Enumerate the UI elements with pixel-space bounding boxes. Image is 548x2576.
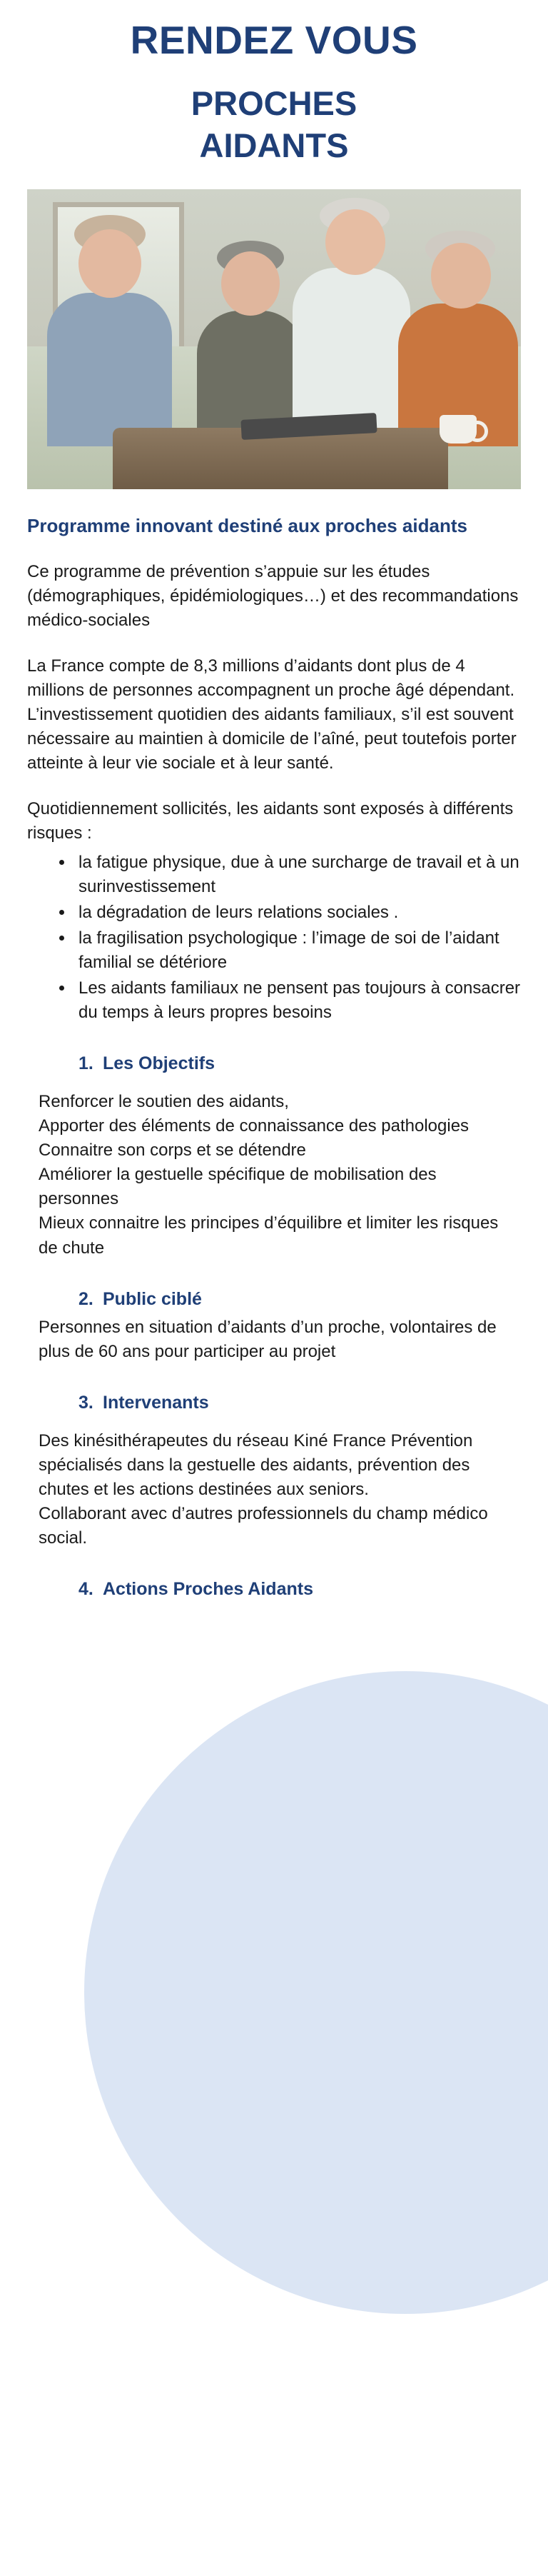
- section-body-public-cible: [27, 1315, 521, 1364]
- section-title: Actions Proches Aidants: [103, 1579, 313, 1600]
- text-line: Collaborant avec d’autres professionnels du champ médico social.: [39, 1503, 488, 1548]
- list-item: • la fatigue physique, due à une surcharge de travail et à un surinvestissement: [74, 851, 521, 899]
- section-number: 3.: [78, 1392, 93, 1413]
- paragraph-statistics: La France compte de 8,3 millions d’aidants dont plus de 4 millions de personnes accompagnent un proche âgé dépendant. L’investissement quotidien des aidants familiaux, s’il est souvent nécessaire au maintien à domicile de l’aîné, peut toutefois porter atteinte à leur vie sociale et à leur santé.: [27, 656, 517, 773]
- hero-photo: [27, 189, 521, 489]
- section-heading-public-cible: [27, 1289, 521, 1310]
- photo-person-3-head: [325, 209, 385, 275]
- section-number: 1.: [78, 1053, 93, 1074]
- page-title-line3: AIDANTS: [199, 126, 349, 164]
- list-item: • la dégradation de leurs relations sociales .: [74, 901, 521, 925]
- section-body-objectifs: [27, 1090, 521, 1261]
- text-line: Des kinésithérapeutes du réseau Kiné France Prévention spécialisés dans la gestuelle des aidants, prévention des chutes et les actions destinées aux seniors.: [39, 1430, 473, 1499]
- decorative-circle: [84, 1671, 548, 2314]
- list-item: • la fragilisation psychologique : l’image de soi de l’aidant familial se détériore: [74, 926, 521, 975]
- text-line: Mieux connaitre les principes d’équilibre et limiter les risques de chute: [39, 1213, 499, 1258]
- page-title-line1: RENDEZ VOUS: [130, 18, 418, 62]
- photo-person-1: [47, 293, 172, 446]
- text-line: Apporter des éléments de connaissance des pathologies: [39, 1116, 470, 1136]
- text-line: Améliorer la gestuelle spécifique de mobilisation des personnes: [39, 1165, 437, 1209]
- photo-person-1-head: [78, 229, 141, 298]
- section-heading-actions-proches-aidants: [27, 1579, 521, 1600]
- text-line: Connaitre son corps et se détendre: [39, 1141, 306, 1161]
- list-item: • Les aidants familiaux ne pensent pas toujours à consacrer du temps à leurs propres besoins: [74, 976, 521, 1025]
- section-heading: Programme innovant destiné aux proches aidants: [27, 515, 467, 537]
- paragraph-intro: Ce programme de prévention s’appuie sur les études (démographiques, épidémiologiques…) et des recommandations médico-sociales: [27, 561, 519, 630]
- section-title: Public ciblé: [103, 1288, 202, 1309]
- risks-list: [27, 851, 521, 1026]
- section-title: Intervenants: [103, 1392, 209, 1413]
- section-body-intervenants: [27, 1429, 521, 1550]
- section-number: 4.: [78, 1579, 93, 1600]
- text-line: Renforcer le soutien des aidants,: [39, 1092, 289, 1112]
- photo-cup: [440, 415, 477, 443]
- paragraph-risks-intro: Quotidiennement sollicités, les aidants sont exposés à différents risques :: [27, 799, 514, 843]
- text-line: Personnes en situation d’aidants d’un proche, volontaires de plus de 60 ans pour participer au projet: [39, 1317, 497, 1361]
- photo-person-2-head: [221, 251, 280, 316]
- section-number: 2.: [78, 1288, 93, 1309]
- section-title: Les Objectifs: [103, 1053, 215, 1074]
- page-title-line2: PROCHES: [191, 84, 357, 122]
- section-heading-intervenants: [27, 1393, 521, 1413]
- section-heading-objectifs: [27, 1053, 521, 1074]
- photo-person-4-head: [431, 243, 491, 309]
